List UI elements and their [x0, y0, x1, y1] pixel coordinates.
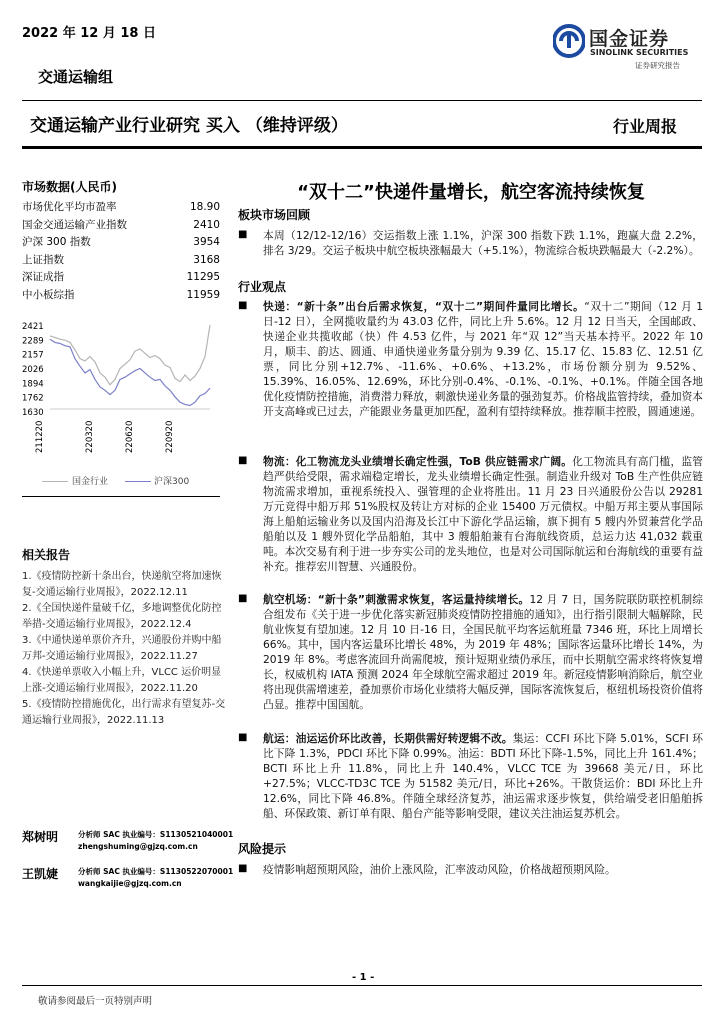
report-item[interactable]: 4.《快递单票收入小幅上升，VLCC 运价明显上涨-交通运输行业周报》，2022.11.20 — [22, 667, 222, 694]
y-tick-label: 1630 — [22, 408, 44, 418]
y-tick-label: 2289 — [22, 336, 44, 347]
analyst-email[interactable]: zhengshuming@gjzq.com.cn — [78, 842, 198, 851]
y-tick-label: 2421 — [22, 322, 44, 332]
analyst-card — [22, 865, 232, 895]
x-tick-label: 220620 — [125, 420, 135, 453]
x-tick-label: 220920 — [165, 420, 175, 453]
view-shipping — [238, 731, 704, 836]
y-tick-label: 1894 — [22, 379, 44, 390]
y-tick-label: 2157 — [22, 350, 44, 361]
x-tick-label: 211220 — [35, 420, 45, 453]
x-tick-label: 220320 — [85, 420, 95, 453]
section-market-review: 板块市场回顾 — [238, 208, 311, 222]
report-item[interactable]: 5.《疫情防控措施优化，出行需求有望复苏-交通运输行业周报》，2022.11.13 — [22, 699, 226, 726]
paragraph: 航运：油运运价环比改善，长期供需好转逻辑不改。集运：CCFI 环比下降 5.01%，SCFI 环比下降 1.3%，PDCI 环比下降 0.99%。油运：BDTI 环比下降-1.5%，同比上升 161.4%；BCTI 环比上升 11.8%，同比上升 140.4%，VLCC TCE 为 39668 美元/日，环比+27.5%；VLCC-TD3C TCE 为 51582 美元/日，环比+26%。干散货运价：BDI 环比上升 12.6%，同比下降 46.8%。伴随全球经济复苏，油运需求逐步恢复，供给端受老旧船舶拆船、环保政策、新订单有限、船台产能等影响受限，建议关注油运复苏机会。 — [263, 732, 703, 820]
market-data-row: 市场优化平均市盈率 18.90 — [22, 201, 220, 213]
header-divider-top — [22, 100, 702, 101]
view-express — [238, 299, 704, 449]
legend-swatch-industry — [42, 481, 68, 482]
paragraph: 本周（12/12-12/16）交运指数上涨 1.1%，沪深 300 指数下跌 1.1%，跑赢大盘 2.2%，排名 3/29。交运子板块中航空板块涨幅最大（+5.1%），物流综合板块跌幅最大（-2.2%）。 — [263, 229, 703, 257]
footer-disclaimer: 敬请参阅最后一页特别声明 — [38, 996, 153, 1007]
chart-y-axis — [22, 322, 44, 418]
page-number: - 1 - — [352, 972, 375, 983]
analyst-info: 分析师 SAC 执业编号：S1130522070001 wangkaijie@gjzq.com.cn — [78, 867, 234, 888]
bullet-icon: ■ — [238, 593, 248, 604]
logo-cn-text: 国金证券 — [589, 28, 670, 50]
bullet-icon: ■ — [238, 229, 248, 240]
company-logo — [553, 24, 703, 72]
legend-label-industry: 国金行业 — [72, 477, 109, 487]
logo-mark-icon — [553, 24, 585, 58]
report-type: 行业周报 — [613, 117, 678, 136]
report-title-bar: 交通运输产业行业研究 买入 （维持评级） — [30, 116, 348, 136]
paragraph: 物流：化工物流龙头业绩增长确定性强，ToB 供应链需求广阔。化工物流具有高门槛，监管趋严供给受限，需求端稳定增长，龙头业绩增长确定性强。制造业升级对 ToB 生产性供应链物流需求增加，重视系统投入、强管理的企业将胜出。11 月 23 日兴通股份公告以 29281 万元竞得中船万邦 51%股权及转让方对标的企业 15400 万元债权。中船万邦主要从事国际海上船舶运输业务以及国内沿海及长江中下游化学品运输，旗下拥有 5 艘内外贸兼营化学品船舶以及 1 艘外贸化学品船舶，其中 3 艘船舶兼有台海航线资质，总运力达 41,032 载重吨。本次交易有利于进一步夯实公司的龙头地位，也是对公司国际航运和台海航线的重要有益补充。推荐宏川智慧、兴通股份。 — [263, 455, 703, 573]
report-item[interactable]: 1.《疫情防控新十条出台，快递航空将加速恢复-交通运输行业周报》，2022.12.11 — [22, 571, 222, 598]
main-title: “双十二”快递件量增长，航空客流持续恢复 — [297, 182, 645, 203]
research-group: 交通运输组 — [38, 68, 114, 86]
y-tick-label: 1762 — [22, 393, 44, 404]
legend-swatch-hs300 — [125, 481, 151, 482]
bullet-icon: ■ — [238, 732, 248, 743]
bullet-icon: ■ — [238, 300, 248, 311]
bullet-icon: ■ — [238, 455, 248, 466]
analyst-card — [22, 828, 232, 858]
legend-label-hs300: 沪深300 — [154, 477, 190, 487]
market-data-row: 深证成指 11295 — [22, 271, 220, 283]
related-reports-title: 相关报告 — [22, 548, 71, 562]
market-data-title: 市场数据(人民币) — [22, 180, 117, 194]
header-divider-bottom — [22, 146, 702, 149]
paragraph: 快递：“新十条”出台后需求恢复，“双十二”期间件量同比增长。“双十二”期间（12 月 1 日-12 日），全网揽收量约为 43.03 亿件，同比上升 5.6%。12 月 12 日当天，全国邮政、快递企业共揽收邮（快）件 4.53 亿件，与 2021 年“双 12”当天基本持平。2022 年 10 月，顺丰、韵达、圆通、申通快递业务量分别为 9.39 亿、15.17 亿、15.83 亿、12.51 亿票，同比分别+12.7%、-11.6%、+0.6%、+13.2%，市场份额分别为 9.52%、15.39%、16.05%、12.69%，环比分别-0.4%、-0.1%、-0.1%、+0.1%。伴随全国各地优化疫情防控措施，消费潜力释放，刺激快递业务量的强劲复苏。价格战监管持续，叠加资本开支高峰或已过去，产能跟业务量更加匹配，盈利有望持续释放。推荐顺丰控股，圆通速递。 — [263, 300, 703, 418]
paragraph: 疫情影响超预期风险，油价上涨风险，汇率波动风险，价格战超预期风险。 — [263, 863, 616, 876]
section-risk: 风险提示 — [238, 842, 287, 856]
chart-lines — [50, 325, 210, 406]
risk-block — [238, 862, 704, 880]
chart-legend — [22, 474, 220, 490]
market-data-row: 上证指数 3168 — [22, 253, 220, 266]
logo-sub-text: 证券研究报告 — [635, 61, 680, 70]
analyst-name: 郑树明 — [22, 830, 59, 844]
chart-divider — [22, 496, 220, 497]
market-data-row: 国金交通运输产业指数 2410 — [22, 218, 220, 231]
y-tick-label: 2026 — [22, 364, 44, 375]
analyst-name: 王凯婕 — [22, 867, 59, 881]
view-aviation — [238, 592, 704, 722]
report-item[interactable]: 3.《中通快递单票价齐升，兴通股份并购中船万邦-交通运输行业周报》，2022.11.27 — [22, 635, 222, 662]
logo-en-text: SINOLINK SECURITIES — [590, 48, 689, 57]
market-data-row: 沪深 300 指数 3954 — [22, 236, 220, 248]
analyst-email[interactable]: wangkaijie@gjzq.com.cn — [78, 879, 182, 888]
market-data-row: 中小板综指 11959 — [22, 288, 220, 301]
report-date: 2022 年 12 月 18 日 — [22, 26, 156, 41]
analyst-info: 分析师 SAC 执业编号：S1130521040001 zhengshuming@gjzq.com.cn — [78, 830, 234, 851]
paragraph: 航空机场：“新十条”刺激需求恢复，客运量持续增长。12 月 7 日，国务院联防联控机制综合组发布《关于进一步优化落实新冠肺炎疫情防控措施的通知》，出行指引限制大幅解除，民航业恢复有望加速。12 月 10 日-16 日，全国民航平均客运航班量 7346 班，环比上周增长 66%。其中，国内客运量环比增长 48%，为 2019 年 48%；国际客运量环比增长 14%，为 2019 年 8%。考虑客流回升尚需爬坡，预计短期业绩仍承压，而中长期航空需求终将恢复增长，权威机构 IATA 预测 2024 年全球航空需求超过 2019 年。新冠疫情影响消除后，航空业将出现供需增速差，叠加票价市场化业绩将大幅反弹，国际客流恢复后，枢纽机场投资价值将凸显。推荐中国国航。 — [263, 593, 703, 711]
view-logistics — [238, 454, 704, 584]
chart-x-axis — [35, 421, 175, 453]
market-review-block — [238, 228, 704, 276]
footer-divider — [22, 985, 702, 986]
related-reports — [22, 546, 227, 729]
market-data-panel — [22, 178, 220, 304]
bullet-icon: ■ — [238, 863, 248, 874]
index-chart — [22, 318, 220, 493]
report-item[interactable]: 2.《全国快递件量破千亿，多地调整优化防控举措-交通运输行业周报》，2022.12.4 — [22, 603, 222, 630]
section-views: 行业观点 — [238, 280, 287, 294]
